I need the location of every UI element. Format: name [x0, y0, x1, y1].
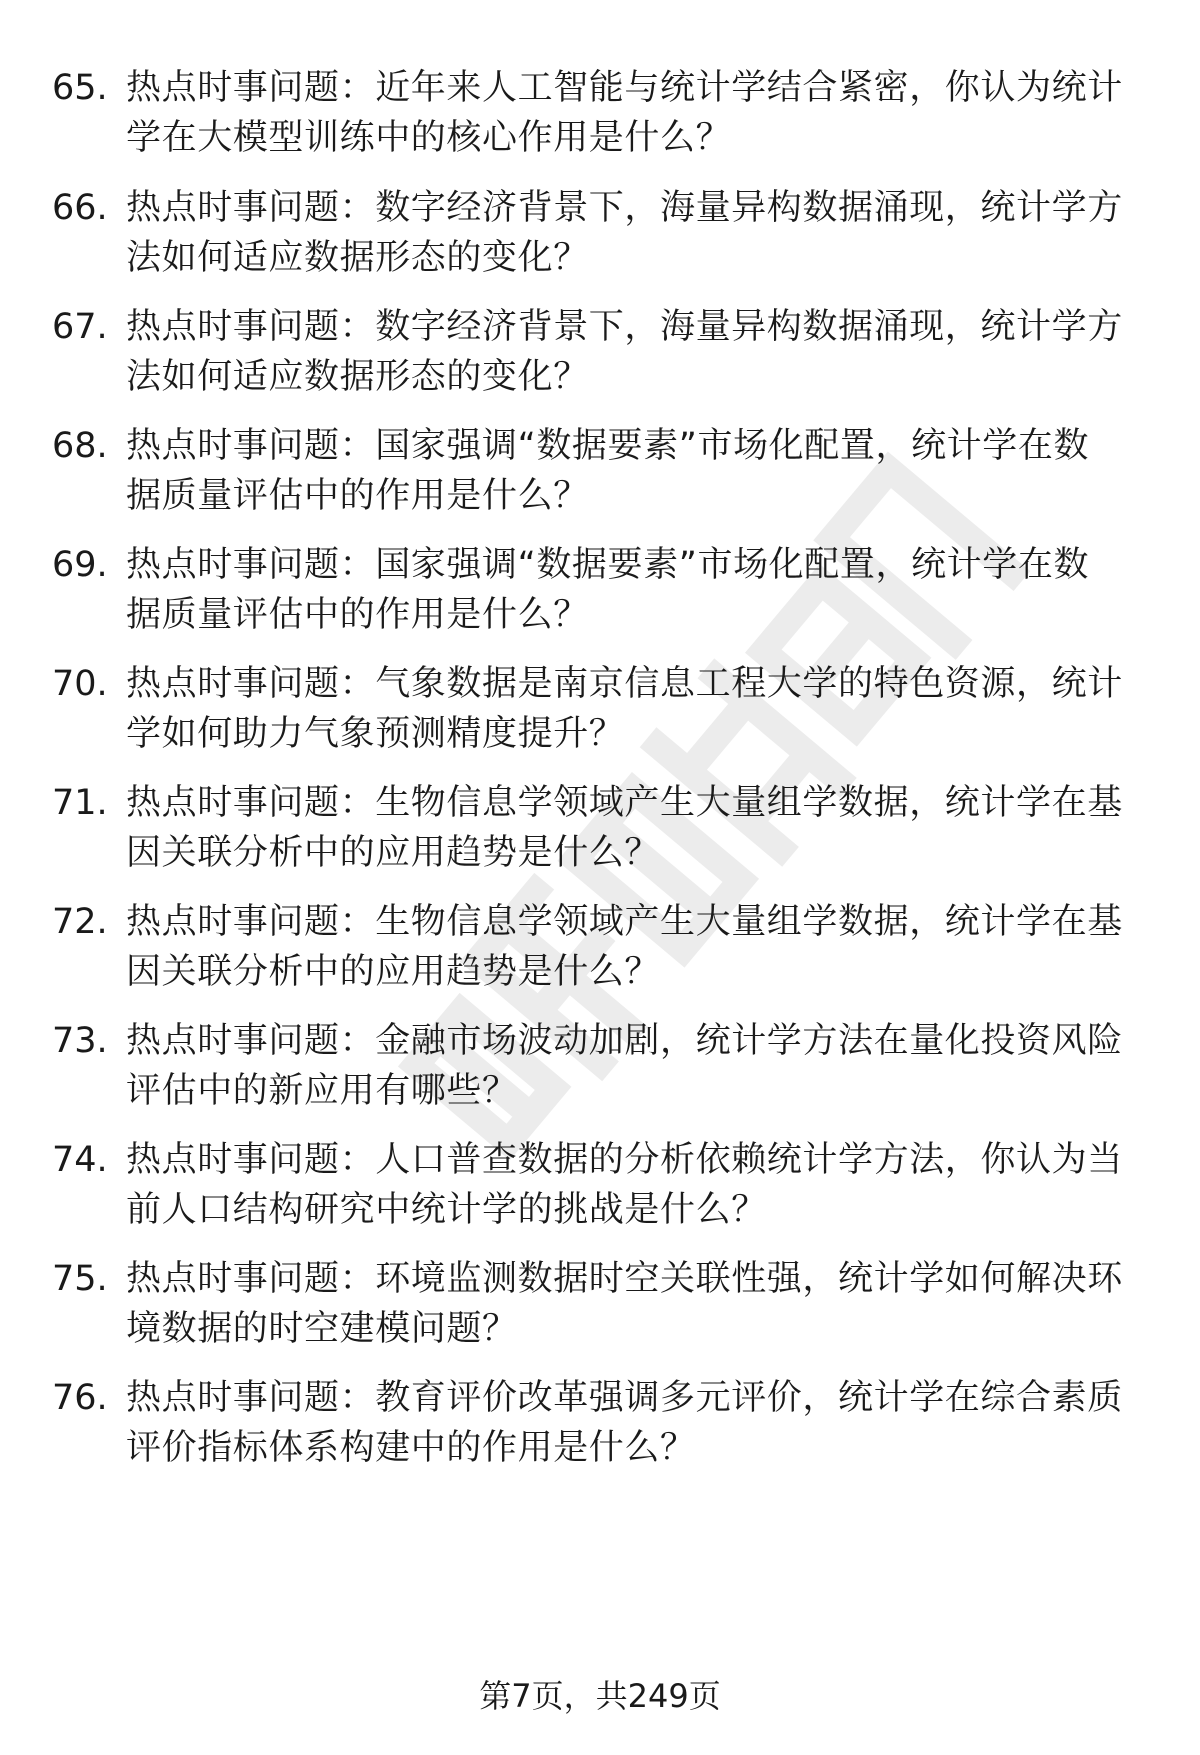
question-text: [126, 183, 1141, 283]
question-text-line: 热点时事问题：近年来人工智能与统计学结合紧密，你认为统计: [126, 68, 1123, 108]
question-number: 73.: [52, 1021, 108, 1061]
question-text-line: 法如何适应数据形态的变化？: [126, 238, 589, 278]
question-item: [0, 421, 1200, 541]
page-number-footer: 第7页，共249页: [479, 1677, 721, 1715]
question-text-line: 因关联分析中的应用趋势是什么？: [126, 952, 661, 992]
question-text-line: 法如何适应数据形态的变化？: [126, 357, 589, 397]
question-text-line: 学如何助力气象预测精度提升？: [126, 714, 625, 754]
question-number: 71.: [52, 783, 108, 823]
question-text-line: 热点时事问题：国家强调“数据要素”市场化配置，统计学在数: [126, 545, 1090, 585]
question-text-line: 热点时事问题：生物信息学领域产生大量组学数据，统计学在基: [126, 902, 1123, 942]
question-number: 74.: [52, 1140, 108, 1180]
question-text-line: 前人口结构研究中统计学的挑战是什么？: [126, 1190, 767, 1230]
question-item: [0, 897, 1200, 1017]
question-number: 67.: [52, 307, 108, 347]
question-item: [0, 778, 1200, 898]
question-text-line: 热点时事问题：数字经济背景下，海量异构数据涌现，统计学方: [126, 307, 1123, 347]
question-item: [0, 1373, 1200, 1493]
question-text: [126, 897, 1141, 997]
question-text-line: 热点时事问题：气象数据是南京信息工程大学的特色资源，统计: [126, 664, 1123, 704]
question-text: [126, 421, 1141, 521]
question-number: 66.: [52, 188, 108, 228]
question-text: [126, 1373, 1141, 1473]
question-text-line: 热点时事问题：国家强调“数据要素”市场化配置，统计学在数: [126, 426, 1090, 466]
question-item: [0, 659, 1200, 779]
question-number: 69.: [52, 545, 108, 585]
question-text-line: 因关联分析中的应用趋势是什么？: [126, 833, 661, 873]
question-text-line: 热点时事问题：金融市场波动加剧，统计学方法在量化投资风险: [126, 1021, 1123, 1061]
question-text: [126, 302, 1141, 402]
question-text-line: 热点时事问题：教育评价改革强调多元评价，统计学在综合素质: [126, 1378, 1123, 1418]
question-text-line: 评估中的新应用有哪些？: [126, 1071, 518, 1111]
question-item: [0, 540, 1200, 660]
question-text: [126, 63, 1141, 163]
question-number: 65.: [52, 68, 108, 108]
question-text-line: 热点时事问题：数字经济背景下，海量异构数据涌现，统计学方: [126, 188, 1123, 228]
question-item: [0, 1135, 1200, 1255]
question-number: 75.: [52, 1259, 108, 1299]
question-item: [0, 1016, 1200, 1136]
question-text-line: 热点时事问题：生物信息学领域产生大量组学数据，统计学在基: [126, 783, 1123, 823]
question-item: [0, 1254, 1200, 1374]
question-number: 68.: [52, 426, 108, 466]
question-text-line: 据质量评估中的作用是什么？: [126, 595, 589, 635]
question-text: [126, 778, 1141, 878]
question-text: [126, 1135, 1141, 1235]
question-item: [0, 183, 1200, 303]
question-text: [126, 540, 1141, 640]
question-text-line: 热点时事问题：环境监测数据时空关联性强，统计学如何解决环: [126, 1259, 1123, 1299]
question-text: [126, 1016, 1141, 1116]
question-text: [126, 1254, 1141, 1354]
question-text-line: 据质量评估中的作用是什么？: [126, 476, 589, 516]
question-number: 76.: [52, 1378, 108, 1418]
question-item: [0, 63, 1200, 183]
question-number: 70.: [52, 664, 108, 704]
question-text-line: 热点时事问题：人口普查数据的分析依赖统计学方法，你认为当: [126, 1140, 1123, 1180]
question-number: 72.: [52, 902, 108, 942]
question-text-line: 学在大模型训练中的核心作用是什么？: [126, 118, 732, 158]
question-text-line: 评价指标体系构建中的作用是什么？: [126, 1428, 696, 1468]
question-text: [126, 659, 1141, 759]
question-item: [0, 302, 1200, 422]
question-text-line: 境数据的时空建模问题？: [126, 1309, 518, 1349]
